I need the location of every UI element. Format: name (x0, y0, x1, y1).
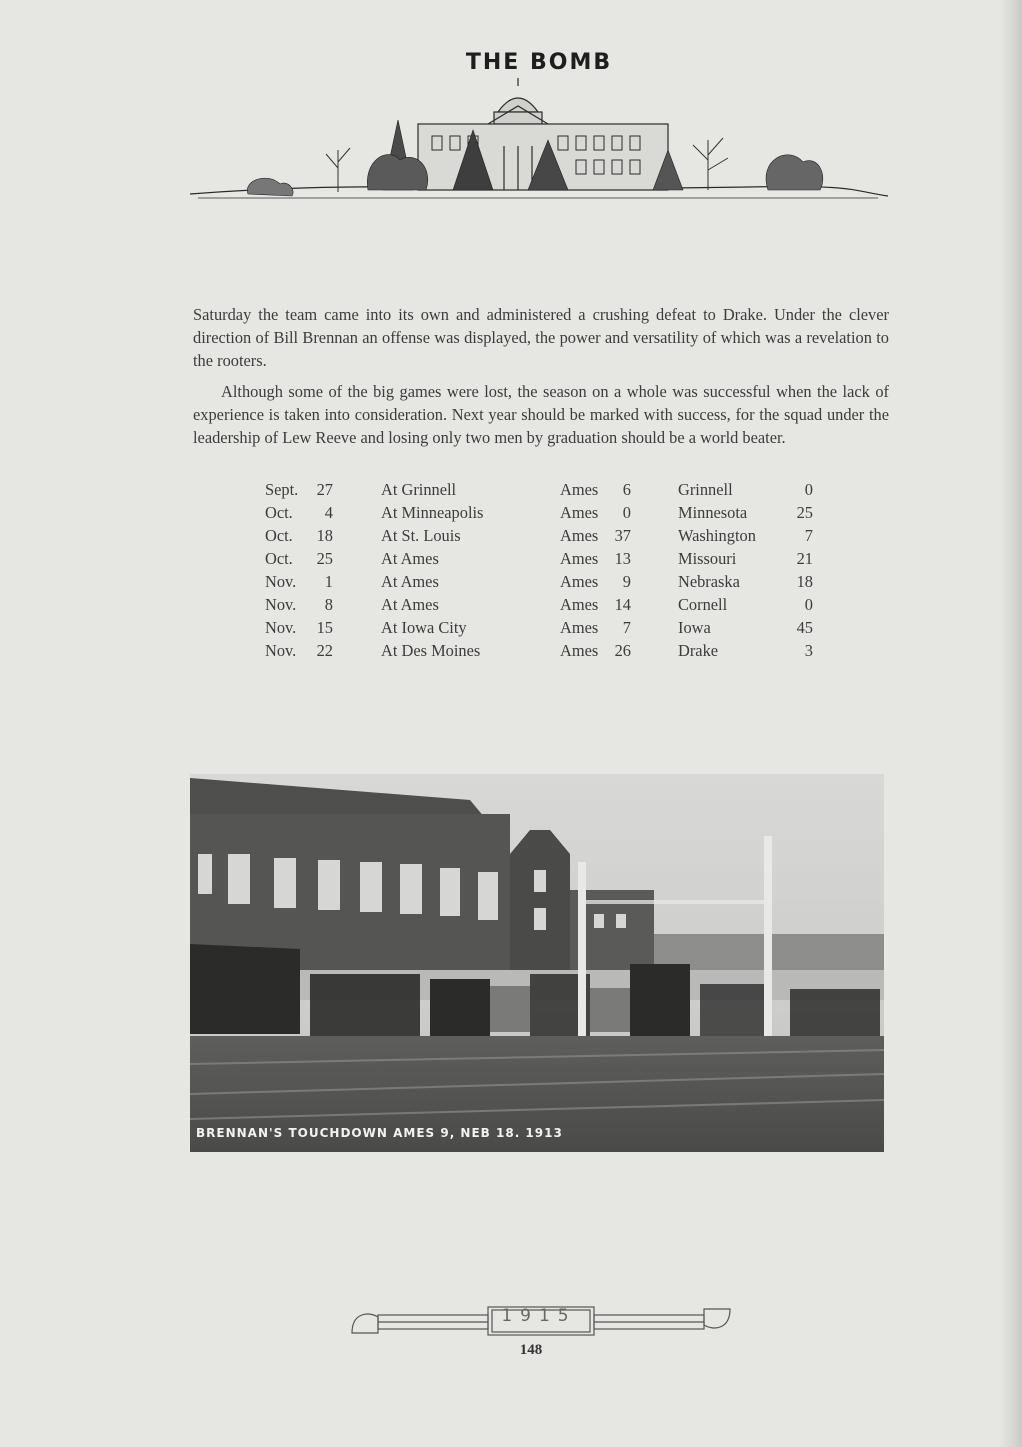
ames-score: 13 (614, 549, 631, 568)
ames-score: 9 (622, 572, 631, 591)
opponent-score: 18 (796, 572, 813, 591)
game-month: Sept. (265, 480, 299, 499)
opponent-score: 45 (796, 618, 813, 637)
opponent-name: Missouri (678, 549, 737, 568)
ames-score: 6 (622, 480, 631, 499)
game-month: Nov. (265, 641, 297, 660)
paragraph-season: Although some of the big games were lost, the season on a whole was successful when the lack of experience is taken into consideration. Next year should be marked with success, for the squad under the leadership of Lew Reeve and losing only two men by graduation should be a world beater. (193, 382, 889, 447)
table-row (265, 641, 825, 664)
page-header-title: THE BOMB (465, 50, 613, 75)
game-month: Oct. (265, 526, 293, 545)
opponent-score: 3 (804, 641, 813, 660)
ames-score: 26 (614, 641, 631, 660)
game-day: 22 (316, 641, 333, 660)
game-month: Nov. (265, 595, 297, 614)
ames-label: Ames (560, 595, 599, 614)
game-venue: At Iowa City (381, 618, 467, 637)
game-month: Oct. (265, 503, 293, 522)
game-day: 1 (324, 572, 333, 591)
game-month: Nov. (265, 618, 297, 637)
header-illustration (188, 50, 890, 210)
ames-label: Ames (560, 526, 599, 545)
page-number: 148 (519, 1342, 543, 1358)
opponent-score: 25 (796, 503, 813, 522)
game-month: Oct. (265, 549, 293, 568)
opponent-score: 0 (804, 595, 813, 614)
game-venue: At St. Louis (381, 526, 461, 545)
table-row (265, 618, 825, 641)
game-venue: At Des Moines (381, 641, 481, 660)
table-row (265, 503, 825, 526)
game-day: 27 (316, 480, 333, 499)
opponent-score: 7 (804, 526, 813, 545)
table-row (265, 549, 825, 572)
game-venue: At Ames (381, 549, 439, 568)
game-day: 15 (316, 618, 333, 637)
yearbook-year: 1915 (501, 1306, 577, 1326)
photo-scene (190, 774, 884, 1152)
table-row (265, 595, 825, 618)
page-edge-shadow (1000, 0, 1022, 1447)
game-day: 18 (316, 526, 333, 545)
touchdown-photograph (190, 774, 884, 1152)
game-venue: At Ames (381, 595, 439, 614)
ames-score: 37 (614, 526, 631, 545)
ames-score: 0 (622, 503, 631, 522)
ames-label: Ames (560, 549, 599, 568)
ames-label: Ames (560, 480, 599, 499)
game-venue: At Grinnell (381, 480, 457, 499)
opponent-name: Washington (678, 526, 756, 545)
game-venue: At Minneapolis (381, 503, 484, 522)
table-row (265, 572, 825, 595)
ames-label: Ames (560, 641, 599, 660)
game-day: 25 (316, 549, 333, 568)
photo-caption: BRENNAN'S TOUCHDOWN AMES 9, NEB 18. 1913 (196, 1126, 563, 1140)
ames-score: 14 (614, 595, 631, 614)
opponent-name: Iowa (678, 618, 711, 637)
table-row (265, 480, 825, 503)
opponent-name: Drake (678, 641, 719, 660)
opponent-name: Grinnell (678, 480, 733, 499)
ames-label: Ames (560, 503, 599, 522)
table-row (265, 526, 825, 549)
game-month: Nov. (265, 572, 297, 591)
game-venue: At Ames (381, 572, 439, 591)
ames-score: 7 (622, 618, 631, 637)
opponent-name: Minnesota (678, 503, 748, 522)
opponent-score: 0 (804, 480, 813, 499)
game-day: 4 (324, 503, 333, 522)
opponent-name: Nebraska (678, 572, 740, 591)
paragraph-intro: Saturday the team came into its own and administered a crushing defeat to Drake. Under the clever direction of Bill Brennan an offense was displayed, the power and versatility of which was a revelation to the rooters. (193, 305, 889, 370)
opponent-score: 21 (796, 549, 813, 568)
ames-label: Ames (560, 618, 599, 637)
game-day: 8 (324, 595, 333, 614)
ames-label: Ames (560, 572, 599, 591)
opponent-name: Cornell (678, 595, 728, 614)
season-schedule-table (265, 480, 825, 664)
